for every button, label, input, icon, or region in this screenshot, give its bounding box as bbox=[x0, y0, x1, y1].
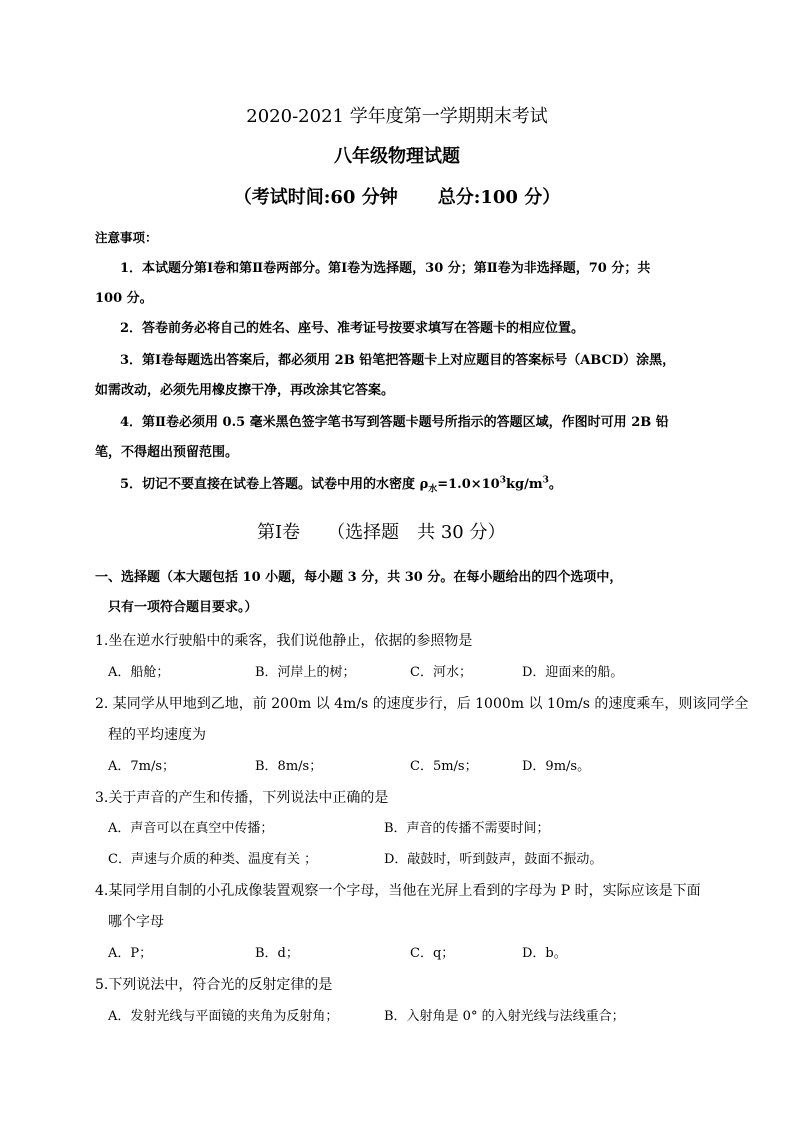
exponent-1: 3 bbox=[499, 475, 506, 486]
question-3-option-d: D．敲鼓时，听到鼓声，鼓面不振动。 bbox=[384, 852, 603, 867]
exam-info bbox=[0, 187, 794, 209]
note-3-line1: 3．第Ⅰ卷每题选出答案后，都必须用 2B 铅笔把答题卡上对应题目的答案标号（ABCD）涂黑， bbox=[120, 353, 676, 368]
question-2-option-c: C．5m/s； bbox=[410, 759, 478, 774]
question-1-option-d: D．迎面来的船。 bbox=[522, 665, 624, 680]
part1-title: 第Ⅰ卷 （选择题 共 30 分） bbox=[257, 522, 506, 543]
exam-subtitle: 八年级物理试题 bbox=[334, 146, 460, 167]
question-3-option-b: B．声音的传播不需要时间； bbox=[384, 821, 550, 836]
question-2-option-d: D．9m/s。 bbox=[522, 759, 591, 774]
total-score: 总分:100 分） bbox=[437, 187, 561, 208]
note-5-end: 。 bbox=[548, 477, 562, 492]
question-3-option-a: A．声音可以在真空中传播； bbox=[108, 821, 274, 836]
question-4-option-a: A．P； bbox=[108, 946, 153, 961]
note-5-density: =1.0×10 bbox=[437, 477, 500, 492]
question-2-option-a: A．7m/s； bbox=[108, 759, 176, 774]
question-1-option-a: A．船舱； bbox=[108, 665, 170, 680]
exam-time: （考试时间:60 分钟 bbox=[233, 187, 398, 208]
question-2-stem-line2: 程的平均速度为 bbox=[108, 727, 206, 743]
question-2-stem-line1: 2. 某同学从甲地到乙地，前 200m 以 4m/s 的速度步行，后 1000m 以 10m/s 的速度乘车，则该同学全 bbox=[95, 696, 749, 712]
question-4-stem-line2: 哪个字母 bbox=[108, 914, 164, 930]
question-4-option-d: D．b。 bbox=[522, 946, 567, 961]
note-2: 2．答卷前务必将自己的姓名、座号、准考证号按要求填写在答题卡的相应位置。 bbox=[120, 321, 585, 336]
note-5 bbox=[120, 476, 562, 494]
water-subscript: 水 bbox=[428, 484, 438, 495]
section1-heading-line2: 只有一项符合题目要求。） bbox=[108, 600, 258, 615]
exponent-2: 3 bbox=[542, 475, 549, 486]
question-5-option-a: A．发射光线与平面镜的夹角为反射角； bbox=[108, 1009, 339, 1024]
question-3-option-c: C．声速与介质的种类、温度有关 ； bbox=[108, 852, 318, 867]
question-4-option-b: B．d； bbox=[255, 946, 299, 961]
note-5-unit: kg/m bbox=[506, 477, 543, 492]
section1-heading-line1: 一、选择题（本大题包括 10 小题，每小题 3 分，共 30 分。在每小题给出的四个选项中， bbox=[95, 570, 623, 585]
question-1-option-b: B．河岸上的树； bbox=[255, 665, 356, 680]
question-4-option-c: C．q； bbox=[410, 946, 455, 961]
question-1-stem: 1.坐在逆水行驶船中的乘客，我们说他静止，依据的参照物是 bbox=[95, 633, 473, 649]
question-4-stem-line1: 4.某同学用自制的小孔成像装置观察一个字母，当他在光屏上看到的字母为 P 时，实际应该是下面 bbox=[95, 883, 701, 899]
exam-title: 2020-2021 学年度第一学期期末考试 bbox=[246, 106, 548, 127]
note-3-line2: 如需改动，必须先用橡皮擦干净，再改涂其它答案。 bbox=[95, 383, 395, 398]
question-2-option-b: B．8m/s； bbox=[255, 759, 323, 774]
question-5-option-b: B．入射角是 0° 的入射光线与法线重合； bbox=[384, 1009, 625, 1024]
question-1-option-c: C．河水； bbox=[410, 665, 472, 680]
note-5-text: 5．切记不要直接在试卷上答题。试卷中用的水密度 ρ bbox=[120, 477, 429, 492]
note-1-line2: 100 分。 bbox=[95, 291, 153, 306]
note-4-line2: 笔，不得超出预留范围。 bbox=[95, 445, 239, 460]
question-3-stem: 3.关于声音的产生和传播，下列说法中正确的是 bbox=[95, 790, 389, 806]
question-5-stem: 5.下列说法中，符合光的反射定律的是 bbox=[95, 977, 333, 993]
notes-heading: 注意事项： bbox=[95, 230, 158, 245]
note-1-line1: 1．本试题分第Ⅰ卷和第Ⅱ卷两部分。第Ⅰ卷为选择题，30 分；第Ⅱ卷为非选择题，70 分；共 bbox=[120, 261, 651, 276]
note-4-line1: 4．第Ⅱ卷必须用 0.5 毫米黑色签字笔书写到答题卡题号所指示的答题区域，作图时可用 2B 铅 bbox=[120, 415, 669, 430]
